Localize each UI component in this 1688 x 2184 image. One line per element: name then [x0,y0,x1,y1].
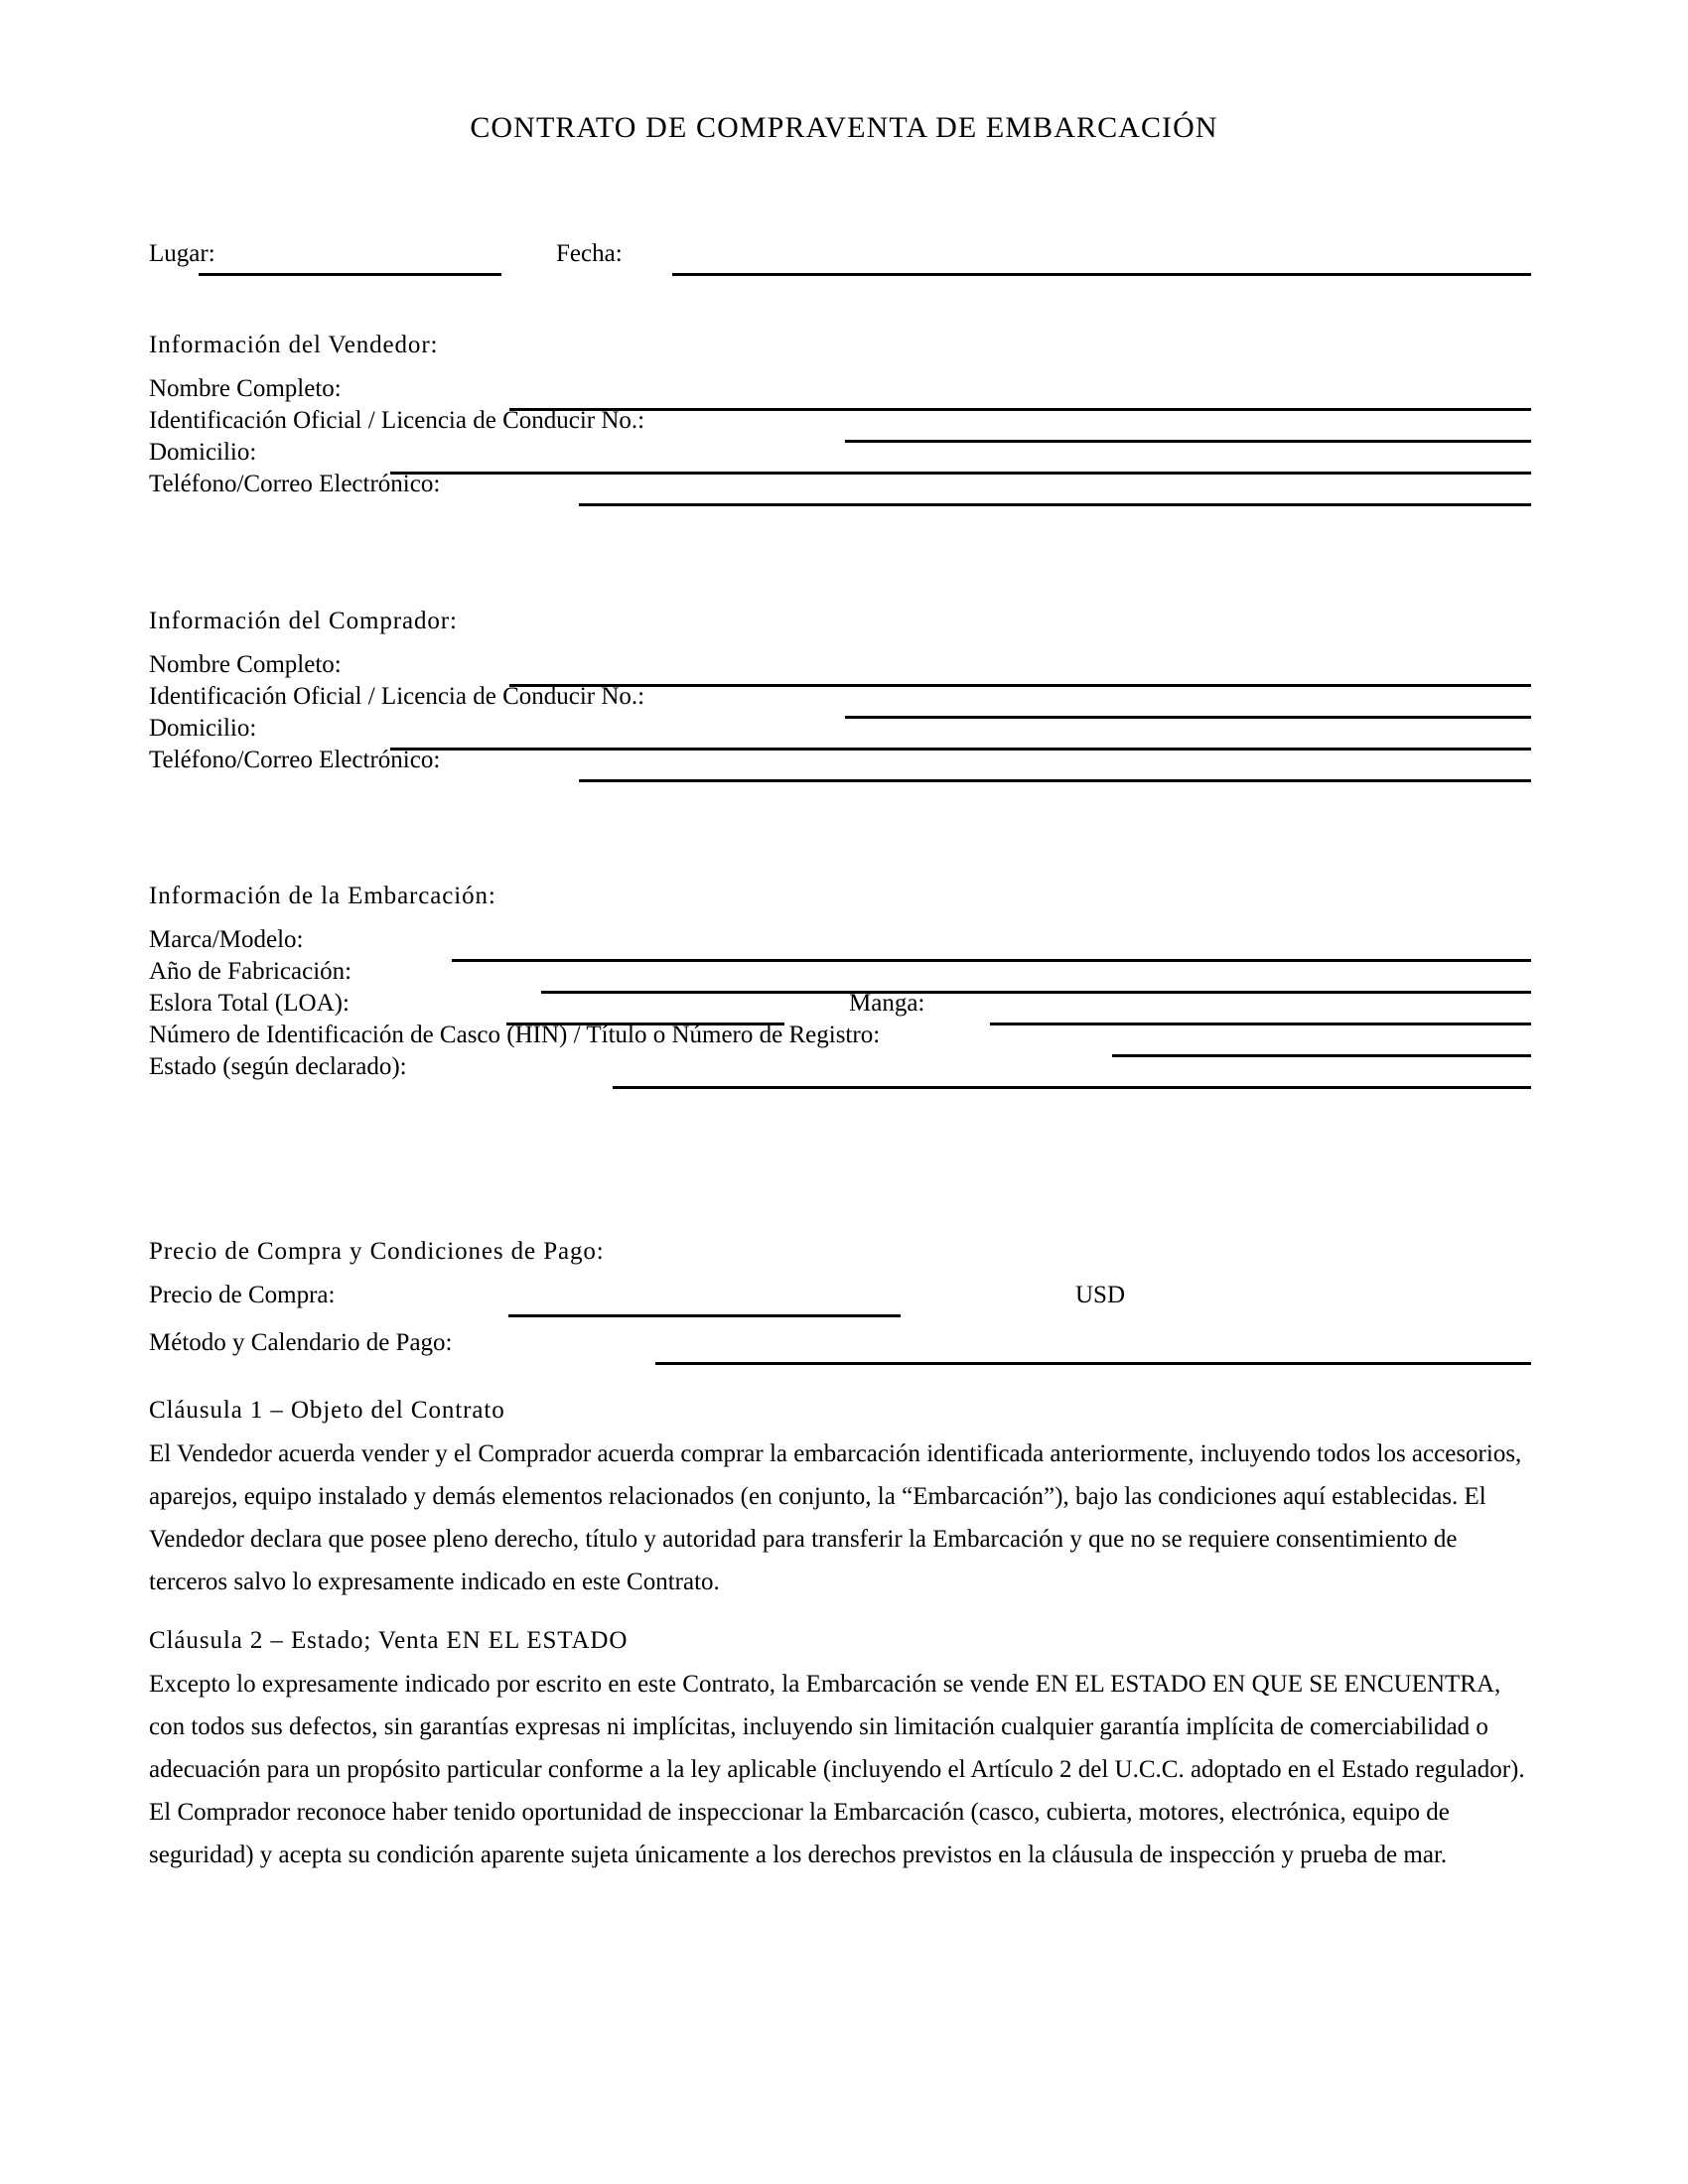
label-vessel-beam: Manga: [849,990,925,1017]
label-seller-address: Domicilio: [149,439,257,466]
input-buyer-address[interactable] [390,748,1531,751]
label-fecha: Fecha: [556,240,623,267]
label-vessel-loa: Eslora Total (LOA): [149,990,350,1017]
label-currency-usd: USD [1075,1282,1126,1308]
clause-1-heading: Cláusula 1 – Objeto del Contrato [149,1397,505,1424]
label-payment-method: Método y Calendario de Pago: [149,1329,453,1356]
input-vessel-hin[interactable] [1112,1054,1531,1057]
input-seller-address[interactable] [390,472,1531,475]
clause-2-heading: Cláusula 2 – Estado; Venta EN EL ESTADO [149,1627,629,1654]
input-lugar[interactable] [199,273,501,276]
page-title: CONTRATO DE COMPRAVENTA DE EMBARCACIÓN [470,111,1218,144]
input-seller-full-name[interactable] [509,408,1531,411]
label-buyer-id: Identificación Oficial / Licencia de Conducir No.: [149,683,645,710]
input-payment-method[interactable] [655,1362,1531,1365]
input-vessel-year[interactable] [541,991,1531,994]
clause-2-body: Excepto lo expresamente indicado por escrito en este Contrato, la Embarcación se vende EN EL ESTADO EN QUE SE ENCUENTRA, con todos sus defectos, sin garantías expresas ni implícitas, incluyendo sin limitación cualquier garantía implícita de comerciabilidad o adecuación para un propósito particular conforme a la ley aplicable (incluyendo el Artículo 2 del U.C.C. adoptado en el Estado regulador). El Comprador reconoce haber tenido oportunidad de inspeccionar la Embarcación (casco, cubierta, motores, electrónica, equipo de seguridad) y acepta su condición aparente sujeta únicamente a los derechos previstos en la cláusula de inspección y prueba de mar. [149,1671,1525,1868]
label-seller-id: Identificación Oficial / Licencia de Conducir No.: [149,407,645,434]
label-lugar: Lugar: [149,240,215,267]
input-buyer-full-name[interactable] [509,684,1531,687]
label-buyer-address: Domicilio: [149,715,257,742]
label-vessel-year: Año de Fabricación: [149,958,352,985]
label-seller-contact: Teléfono/Correo Electrónico: [149,471,441,497]
heading-vessel-info: Información de la Embarcación: [149,883,496,909]
heading-buyer-info: Información del Comprador: [149,608,458,634]
heading-seller-info: Información del Vendedor: [149,332,439,358]
label-vessel-make-model: Marca/Modelo: [149,926,304,953]
label-purchase-price: Precio de Compra: [149,1282,336,1308]
input-vessel-condition[interactable] [613,1086,1531,1089]
input-vessel-beam[interactable] [990,1023,1531,1025]
label-buyer-contact: Teléfono/Correo Electrónico: [149,747,441,773]
input-seller-contact[interactable] [579,503,1531,506]
clause-1-body: El Vendedor acuerda vender y el Comprador acuerda comprar la embarcación identificada anteriormente, incluyendo todos los accesorios, aparejos, equipo instalado y demás elementos relacionados (en conjunto, la “Embarcación”), bajo las condiciones aquí establecidas. El Vendedor declara que posee pleno derecho, título y autoridad para transferir la Embarcación y que no se requiere consentimiento de terceros salvo lo expresamente indicado en este Contrato. [149,1440,1522,1595]
label-seller-full-name: Nombre Completo: [149,375,342,402]
label-vessel-condition: Estado (según declarado): [149,1053,407,1080]
input-fecha[interactable] [672,273,1531,276]
input-buyer-id[interactable] [845,716,1531,719]
heading-price-terms: Precio de Compra y Condiciones de Pago: [149,1238,605,1265]
input-seller-id[interactable] [845,440,1531,443]
input-buyer-contact[interactable] [579,779,1531,782]
input-vessel-make-model[interactable] [452,959,1531,962]
label-vessel-hin: Número de Identificación de Casco (HIN) / Título o Número de Registro: [149,1022,881,1048]
input-purchase-price[interactable] [508,1314,901,1317]
label-buyer-full-name: Nombre Completo: [149,651,342,678]
